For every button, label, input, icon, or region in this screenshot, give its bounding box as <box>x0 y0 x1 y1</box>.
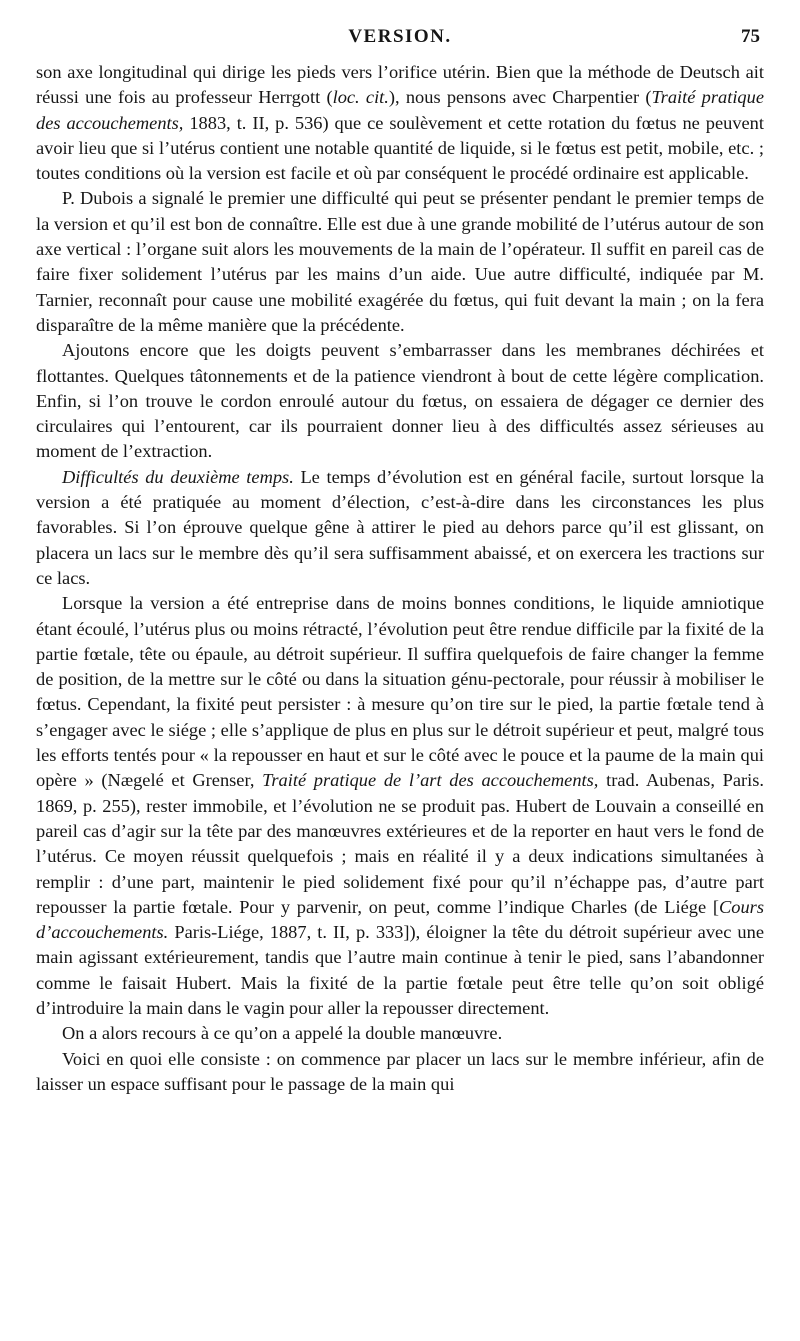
paragraph <box>36 591 764 1021</box>
text-run: Le temps d’évolution est en général facile, surtout lorsque la version a été pratiquée au moment d’élection, c’est-à-dire dans les circonstances les plus favorables. Si l’on éprouve quelque gêne à attirer le pied au dehors parce qu’il est glissant, on placera un lacs sur le membre dès qu’il sera suffisamment abaissé, et on exercera les tractions sur ce lacs. <box>36 466 765 588</box>
running-title: VERSION. <box>348 26 452 47</box>
italic-text: loc. cit. <box>332 87 389 108</box>
page-number: 75 <box>741 26 760 47</box>
text-run: son axe longitudinal qui dirige les pieds vers l’orifice utérin. Bien que la méthode de Deutsch ait réussi une fois au professeur Herrgott ( <box>36 62 764 108</box>
running-header <box>36 26 764 52</box>
text-run: trad. Aubenas, Paris. 1869, p. 255), rester immobile, et l’évolution ne se produit pas. Hubert de Louvain a conseillé en pareil cas d’agir sur la tête par des manœuvres extérieures et de la reporter en haut vers le fond de l’utérus. Ce moyen réussit quelquefois ; mais en réalité il y a deux indications simultanées à remplir : d’une part, maintenir le pied solidement fixé pour qu’il n’échappe pas, d’autre part repousser la partie fœtale. Pour y parvenir, on peut, comme l’indique Charles (de Liége [ <box>36 770 764 917</box>
italic-text: Difficultés du deuxième temps. <box>62 466 294 487</box>
text-run: Voici en quoi elle consiste : on commence par placer un lacs sur le membre inférieur, afin de laisser un espace suffisant pour le passage de la main qui <box>36 1048 764 1094</box>
paragraph <box>36 186 764 338</box>
italic-text: Cours d’accouchements. <box>36 896 764 943</box>
text-run: ), nous pensons avec Charpentier ( <box>388 87 652 108</box>
text-run: Lorsque la version a été entreprise dans de moins bonnes conditions, le liquide amniotique étant écoulé, l’utérus plus ou moins rétracté, l’évolution peut être rendue difficile par la fixité de la partie fœtale, tête ou épaule, au détroit supérieur. Il suffira quelquefois de faire changer la femme de position, de la mettre sur le côté ou dans la situation génu-pectorale, pour réussir à mobiliser le fœtus. Cependant, la fixité peut persister : à mesure qu’on tire sur le pied, la partie fœtale tend à s’engager avec le siége ; elle s’applique de plus en plus sur le détroit supérieur et peut, malgré tous les efforts tentés pour « la repousser en haut et sur le côté avec le pouce et la paume de la main qui opère » (Nægelé et Grenser, <box>36 593 764 791</box>
paragraph <box>36 60 764 186</box>
paragraph <box>36 465 764 591</box>
paragraph <box>36 1047 764 1098</box>
text-run: Ajoutons encore que les doigts peuvent s’embarrasser dans les membranes déchirées et flottantes. Quelques tâtonnements et de la patience viendront à bout de cette légère complication. Enfin, si l’on trouve le cordon enroulé autour du fœtus, on essaiera de dégager ce dernier des circulaires qui l’entourent, car ils pourraient donner lieu à des difficultés assez sérieuses au moment de l’extraction. <box>36 340 764 462</box>
text-run: P. Dubois a signalé le premier une difficulté qui peut se présenter pendant le premier temps de la version et qu’il est bon de connaître. Elle est due à une grande mobilité de l’utérus autour de son axe vertical : l’organe suit alors les mouvements de la main de l’opérateur. Il suffit en pareil cas de faire fixer solidement l’utérus par les mains d’un aide. Uue autre difficulté, indiquée par M. Tarnier, reconnaît pour cause une mobilité exagérée du fœtus, qui fuit devant la main ; on la fera disparaître de la même manière que la précédente. <box>36 188 764 335</box>
italic-text: Traité pratique de l’art des accouchements, <box>262 770 599 791</box>
body-text <box>36 60 764 1097</box>
paragraph <box>36 1021 764 1046</box>
text-run: Paris-Liége, 1887, t. II, p. 333]), éloigner la tête du détroit supérieur avec une main agissant extérieurement, tandis que l’autre main continue à tenir le pied, sans l’abandonner comme le faisait Hubert. Mais la fixité de la partie fœtale peut être telle qu’on soit obligé d’introduire la main dans le vagin pour aller la repousser directement. <box>36 922 764 1018</box>
text-run: On a alors recours à ce qu’on a appelé la double manœuvre. <box>62 1023 503 1044</box>
paragraph <box>36 338 764 464</box>
italic-text: Traité pratique des accouchements, <box>36 87 764 133</box>
text-run: 1883, t. II, p. 536) que ce soulèvement et cette rotation du fœtus ne peuvent avoir lieu que si l’utérus contient une notable quantité de liquide, si le fœtus est petit, mobile, etc. ; toutes conditions où la version est facile et où par conséquent le procédé ordinaire est applicable. <box>36 112 764 184</box>
